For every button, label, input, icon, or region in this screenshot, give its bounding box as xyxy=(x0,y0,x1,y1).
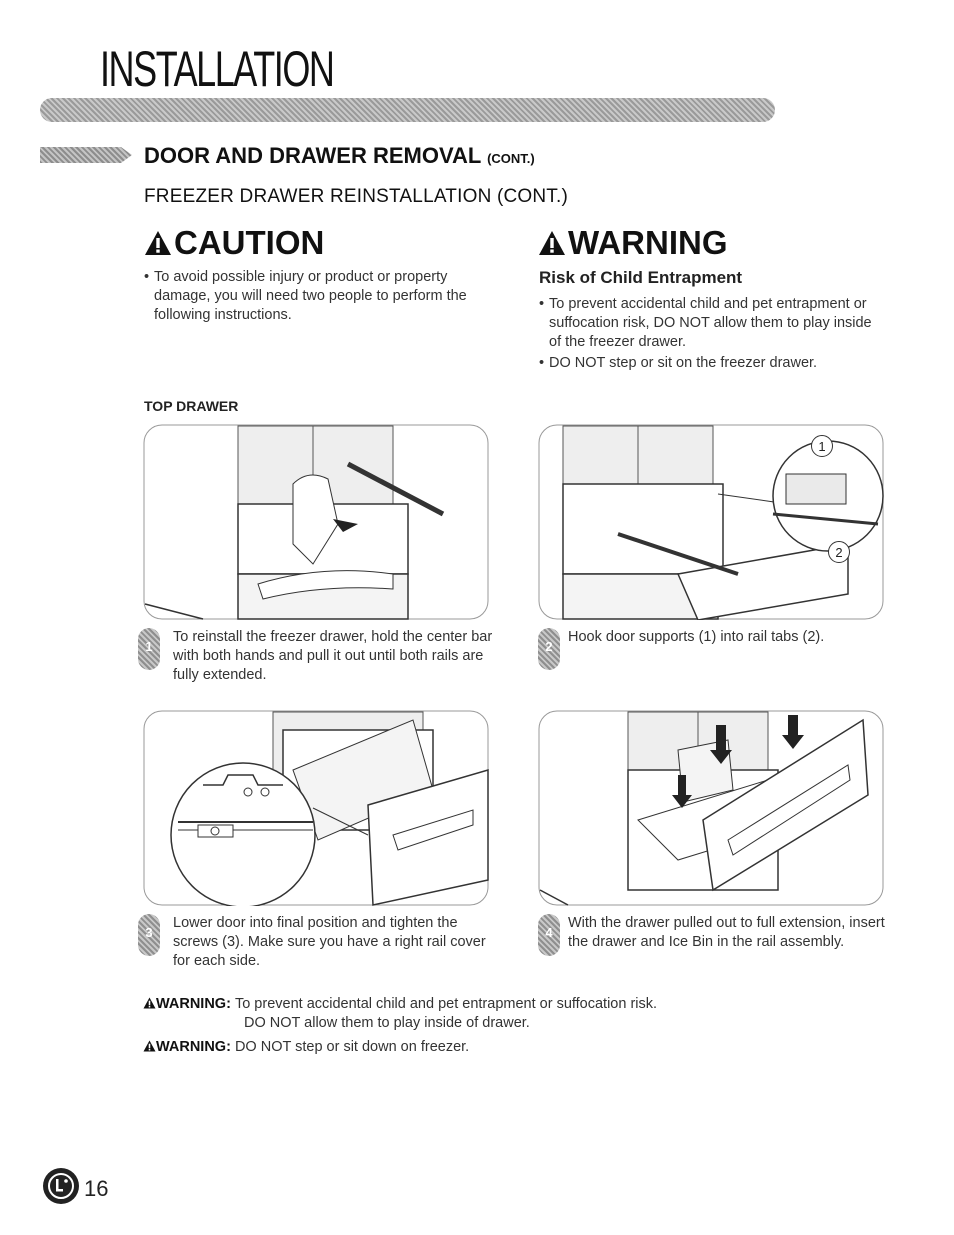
page-title: INSTALLATION xyxy=(100,41,334,97)
step-3-caption: Lower door into final position and tighten the screws (3). Make sure you have a right rail cover for each side. xyxy=(173,915,486,969)
header-banner xyxy=(40,98,775,122)
warning-heading-text: WARNING xyxy=(568,224,728,261)
step-4-figure xyxy=(538,710,884,906)
top-drawer-label: TOP DRAWER xyxy=(144,398,239,414)
section-marker xyxy=(40,147,132,163)
warning-note-text: DO NOT step or sit down on freezer. xyxy=(234,1039,470,1055)
caution-heading-text: CAUTION xyxy=(174,224,325,261)
note-label-text: WARNING: xyxy=(156,996,231,1012)
warning-item: • To prevent accidental child and pet entrapment or suffocation risk, DO NOT allow them to play inside of the freezer drawer. xyxy=(539,295,884,352)
caution-heading xyxy=(144,224,324,262)
step-3-figure xyxy=(143,710,489,906)
warning-heading xyxy=(538,224,728,262)
caution-list xyxy=(144,268,499,325)
warning-subheading: Risk of Child Entrapment xyxy=(539,268,743,287)
callout-1: 1 xyxy=(811,435,833,457)
step-4-caption: With the drawer pulled out to full extension, insert the drawer and Ice Bin in the rail assembly. xyxy=(568,915,885,950)
warning-note-label xyxy=(143,996,235,1012)
step-2-figure xyxy=(538,424,884,620)
caution-item: • To avoid possible injury or product or property damage, you will need two people to perform the following instructions. xyxy=(144,268,499,325)
section-title-text: DOOR AND DRAWER REMOVAL xyxy=(144,143,481,168)
warning-note xyxy=(143,1038,763,1057)
callout-2: 2 xyxy=(828,541,850,563)
step-number-badge: 1 xyxy=(138,628,160,670)
warning-triangle-icon xyxy=(143,1040,156,1052)
warning-item: • DO NOT step or sit on the freezer drawer. xyxy=(539,354,884,373)
step-1-caption: To reinstall the freezer drawer, hold the center bar with both hands and pull it out until both rails are fully extended. xyxy=(173,629,493,683)
step-2-caption: Hook door supports (1) into rail tabs (2). xyxy=(568,629,825,645)
step-number-badge: 3 xyxy=(138,914,160,956)
warning-list xyxy=(539,295,884,373)
page-number-text: 16 xyxy=(84,1175,109,1201)
warning-note-label xyxy=(143,1039,235,1055)
warning-triangle-icon xyxy=(143,997,156,1009)
section-title xyxy=(144,143,535,169)
warning-note xyxy=(143,995,763,1033)
step-number-badge: 4 xyxy=(538,914,560,956)
section-title-suffix: (CONT.) xyxy=(487,151,535,166)
page-number xyxy=(42,1167,108,1210)
warning-triangle-icon xyxy=(144,230,172,256)
lg-logo-icon xyxy=(42,1167,80,1210)
note-label-text: WARNING: xyxy=(156,1039,231,1055)
subsection-title: FREEZER DRAWER REINSTALLATION (CONT.) xyxy=(144,186,569,207)
warning-note-text-line2: DO NOT allow them to play inside of drawer. xyxy=(244,1015,530,1031)
warning-triangle-icon xyxy=(538,230,566,256)
step-1-figure xyxy=(143,424,489,620)
warning-note-text: To prevent accidental child and pet entrapment or suffocation risk. xyxy=(234,996,658,1012)
step-number-badge: 2 xyxy=(538,628,560,670)
